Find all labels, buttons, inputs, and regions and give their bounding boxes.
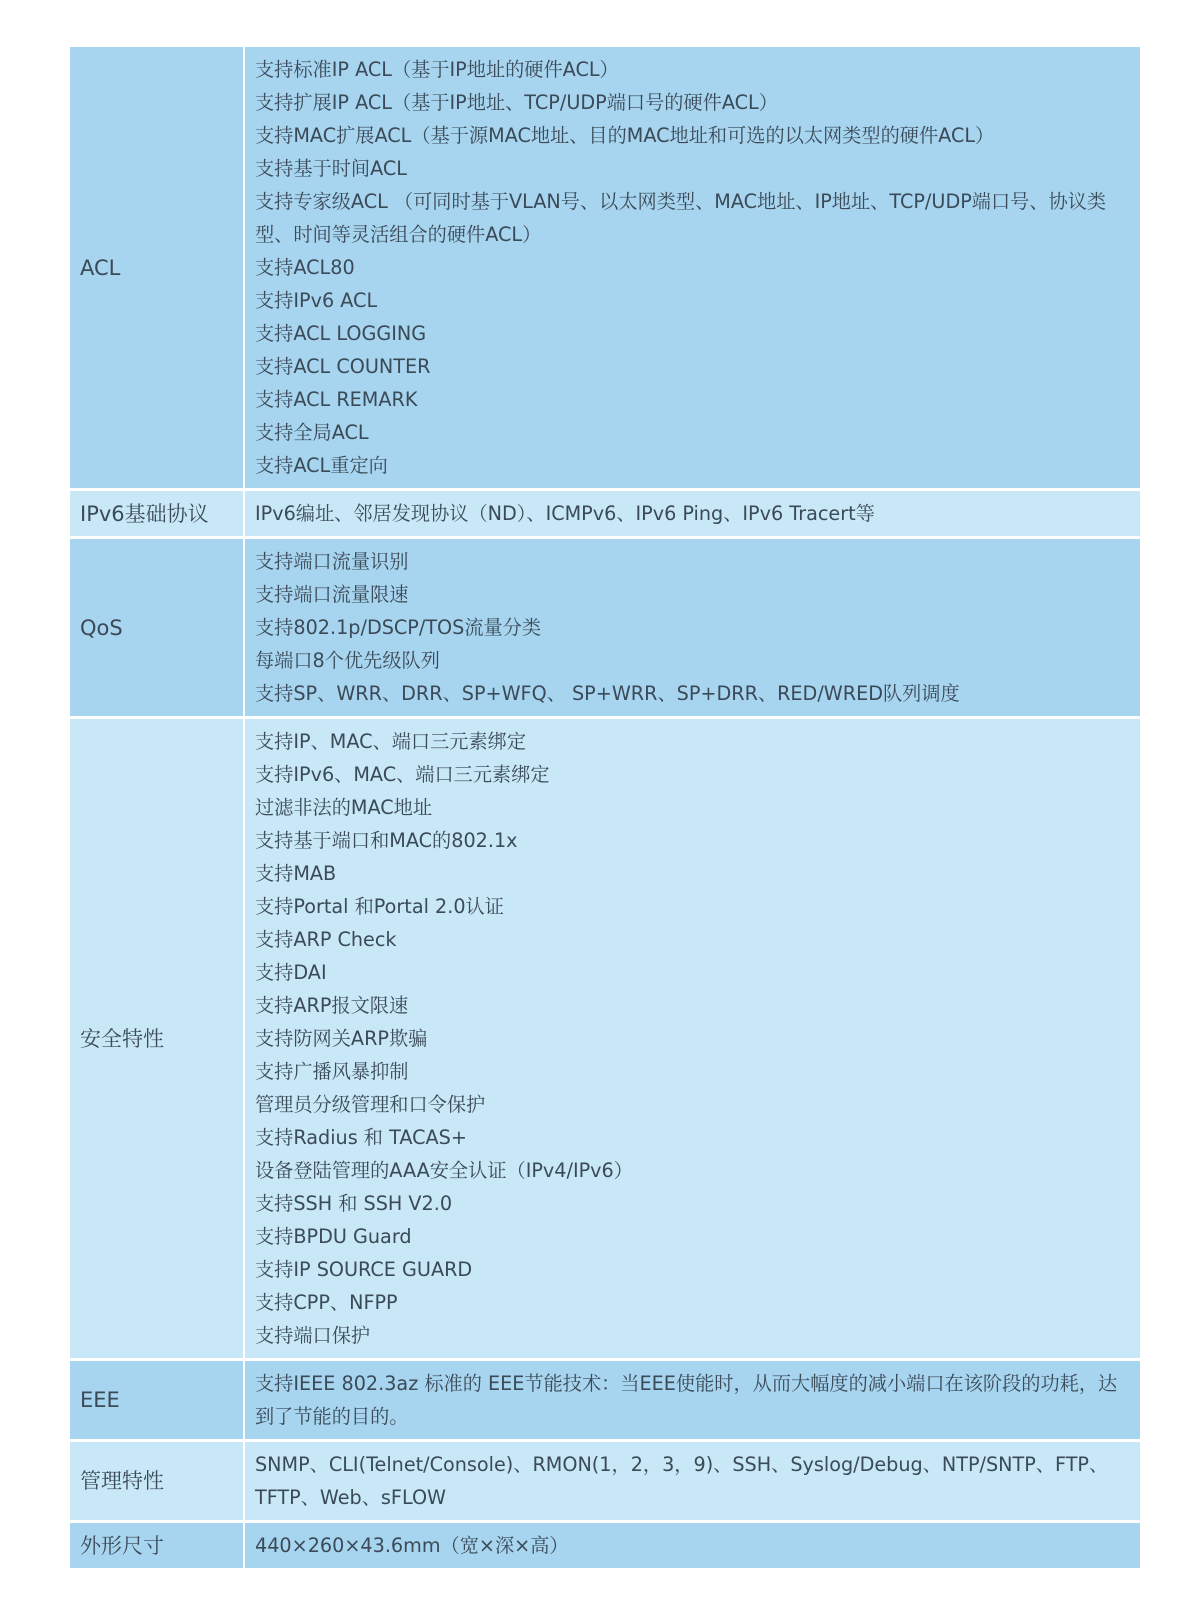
spec-label: IPv6基础协议 bbox=[70, 491, 245, 536]
spec-value-line: 支持DAI bbox=[255, 961, 327, 984]
spec-value-line: 支持防网关ARP欺骗 bbox=[255, 1027, 428, 1050]
spec-value-line: 支持IEEE 802.3az 标准的 EEE节能技术：当EEE使能时，从而大幅度的减小端口在该阶段的功耗，达到了节能的目的。 bbox=[255, 1372, 1118, 1428]
spec-label: 管理特性 bbox=[70, 1442, 245, 1520]
spec-value-line: 支持ACL80 bbox=[255, 256, 355, 279]
spec-value-line: 支持SSH 和 SSH V2.0 bbox=[255, 1192, 453, 1215]
spec-row bbox=[70, 719, 1140, 1358]
spec-value-line: 支持IP、MAC、端口三元素绑定 bbox=[255, 730, 527, 753]
spec-value-line: 支持SP、WRR、DRR、SP+WFQ、 SP+WRR、SP+DRR、RED/WRED队列调度 bbox=[255, 682, 960, 705]
spec-value-line: 支持Radius 和 TACAS+ bbox=[255, 1126, 467, 1149]
spec-value-line: 支持专家级ACL （可同时基于VLAN号、以太网类型、MAC地址、IP地址、TCP/UDP端口号、协议类型、时间等灵活组合的硬件ACL） bbox=[255, 190, 1107, 246]
spec-value-line: 支持标准IP ACL（基于IP地址的硬件ACL） bbox=[255, 58, 619, 81]
spec-value-line: 每端口8个优先级队列 bbox=[255, 649, 440, 672]
spec-value bbox=[245, 1361, 1140, 1439]
spec-value-line: 支持ACL REMARK bbox=[255, 388, 418, 411]
spec-label: QoS bbox=[70, 539, 245, 716]
spec-value-line: 支持MAB bbox=[255, 862, 337, 885]
spec-value bbox=[245, 47, 1140, 488]
spec-table bbox=[70, 44, 1140, 1571]
spec-value-line: 支持IPv6、MAC、端口三元素绑定 bbox=[255, 763, 550, 786]
spec-row bbox=[70, 1523, 1140, 1568]
spec-value bbox=[245, 719, 1140, 1358]
spec-value-line: 支持ACL COUNTER bbox=[255, 355, 431, 378]
spec-value-line: 支持Portal 和Portal 2.0认证 bbox=[255, 895, 504, 918]
spec-value-line: 支持IP SOURCE GUARD bbox=[255, 1258, 473, 1281]
spec-value-line: 设备登陆管理的AAA安全认证（IPv4/IPv6） bbox=[255, 1159, 633, 1182]
spec-label: ACL bbox=[70, 47, 245, 488]
spec-value-line: 管理员分级管理和口令保护 bbox=[255, 1093, 486, 1116]
spec-value bbox=[245, 1523, 1140, 1568]
spec-value-line: 支持基于时间ACL bbox=[255, 157, 408, 180]
spec-row bbox=[70, 491, 1140, 536]
spec-label: EEE bbox=[70, 1361, 245, 1439]
spec-value-line: 支持CPP、NFPP bbox=[255, 1291, 398, 1314]
spec-value-line: 支持ACL LOGGING bbox=[255, 322, 427, 345]
spec-value-line: 支持802.1p/DSCP/TOS流量分类 bbox=[255, 616, 542, 639]
spec-row bbox=[70, 539, 1140, 716]
spec-value bbox=[245, 539, 1140, 716]
spec-label: 外形尺寸 bbox=[70, 1523, 245, 1568]
spec-value-line: 支持端口流量限速 bbox=[255, 583, 409, 606]
spec-value-line: 支持端口流量识别 bbox=[255, 550, 409, 573]
spec-value bbox=[245, 1442, 1140, 1520]
spec-value-line: 支持广播风暴抑制 bbox=[255, 1060, 409, 1083]
spec-value-line: 支持ACL重定向 bbox=[255, 454, 388, 477]
spec-value-line: 支持端口保护 bbox=[255, 1324, 371, 1347]
spec-value-line: SNMP、CLI(Telnet/Console)、RMON(1，2，3，9)、SSH、Syslog/Debug、NTP/SNTP、FTP、TFTP、Web、sFLOW bbox=[255, 1453, 1109, 1509]
spec-value-line: 440×260×43.6mm（宽×深×高） bbox=[255, 1534, 569, 1557]
spec-table-body bbox=[70, 47, 1140, 1568]
spec-value-line: 支持ARP Check bbox=[255, 928, 397, 951]
spec-value-line: 支持BPDU Guard bbox=[255, 1225, 412, 1248]
spec-value bbox=[245, 491, 1140, 536]
spec-row bbox=[70, 1442, 1140, 1520]
spec-label: 安全特性 bbox=[70, 719, 245, 1358]
spec-row bbox=[70, 1361, 1140, 1439]
spec-value-line: 支持全局ACL bbox=[255, 421, 369, 444]
spec-value-line: 支持基于端口和MAC的802.1x bbox=[255, 829, 518, 852]
spec-value-line: 支持扩展IP ACL（基于IP地址、TCP/UDP端口号的硬件ACL） bbox=[255, 91, 778, 114]
spec-value-line: 支持MAC扩展ACL（基于源MAC地址、目的MAC地址和可选的以太网类型的硬件ACL） bbox=[255, 124, 995, 147]
spec-row bbox=[70, 47, 1140, 488]
spec-value-line: 支持IPv6 ACL bbox=[255, 289, 378, 312]
spec-value-line: IPv6编址、邻居发现协议（ND）、ICMPv6、IPv6 Ping、IPv6 Tracert等 bbox=[255, 502, 875, 525]
spec-value-line: 支持ARP报文限速 bbox=[255, 994, 409, 1017]
spec-value-line: 过滤非法的MAC地址 bbox=[255, 796, 433, 819]
